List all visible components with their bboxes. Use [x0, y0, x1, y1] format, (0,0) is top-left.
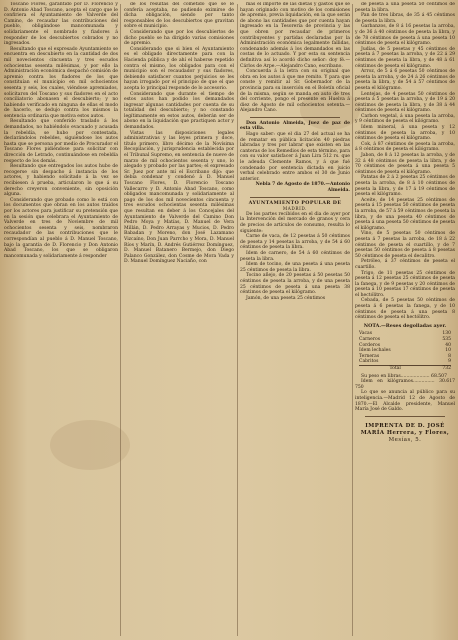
- paragraph: Jabon, de 8 á 12 pesetas la arroba, y de 32 á 48 céntimos de peseta la libra, y de 70 céntimos de peseta á una peseta 5 céntimos de peseta el kilógramo.: [355, 153, 455, 175]
- table-row: Terneras 8: [359, 353, 451, 359]
- paragraph: Carne de vaca, de 12 pesetas á 50 céntimos de peseta y 14 pesetas la arroba, y de 54 á 60 céntimos de peseta la libra.: [240, 234, 350, 251]
- paragraph: Cok, á 87 céntimos de peseta la arroba, á 8 céntimos de peseta el kilógramo.: [355, 141, 455, 153]
- paragraph: Cebada, de 5 pesetas 50 céntimos de peseta á 6 pesetas la fanega, y de 10 céntimos de peseta á una peseta 8 céntimos de peseta el hectólitro.: [355, 298, 455, 321]
- column-2: [124, 2, 234, 638]
- paragraph: Vino, de 5 pesetas 50 céntimos de peseta á 7 pesetas la arroba, de 18 á 22 céntimos de peseta el cuartillo, y de 7 pesetas 50 céntimos de peseta á 8 pesetas 50 céntimos de peseta el decalitro.: [355, 231, 455, 259]
- paragraph: Jamón, de una peseta 25 céntimos: [246, 295, 326, 301]
- section-divider: [250, 117, 340, 118]
- column-4: [355, 2, 455, 638]
- paragraph: Vistas las disposiciones legales administrativas y las leyes primera y doce, título primero, libro décimo de la Novísima Recopilación, y jurisprudencia establecida por el Tribunal Supremo, en sentencia de nueve de marzo de mil ochocientos sesenta y uno, lo alegado y probado por las partes; el expresado Sr. Juez por ante mí el Escribano dijo: que debía condenar y condenó á D. Manuel Toscano Flores, D. Florencio Toscano Vallecarro y D. Antonio Abad Toscano, como obligados mancomunada y solidariamente al pago de los dos mil novecientos cincuenta y tres escudos ochocientas sesenta milésimas que resultan en deber á los Concejales del Ayuntamiento de Valverde del Camino Don Pedro Moya y Matías, D. Manuel de Vera Millán, D. Pedro Arrayas y Mucios, D. Pedro Babadan y Moreno, don José Lazamano Vizcaíno, Don Juan Parrcho y Mora, D. Manuel Ríos y Marín, D. Andrés Gutiérrez Domínguez, D. Manuel Batanero Bermejo, don Diego Palanco González, don Cosme de Mora Vada y D. Manuel Domínguez Naciaño, con: [124, 130, 234, 265]
- paragraph: Considerando que por los descubiertos de dicho pueblo se ha dirigido varias comisiones de apremio.: [124, 29, 234, 47]
- paragraph: Arroz, de 5 á 6 pesetas 50 céntimos de peseta la arroba, y de 24 á 26 céntimos de peseta la libra, y de 54 á 57 céntimos de peseta el kilógramo.: [355, 69, 455, 91]
- weight-line: Su peso en libras.................... 68.507: [361, 373, 447, 379]
- paragraph: Idem mineral, á una peseta y 12 céntimos de peseta la arroba, y 10 céntimos de peseta el kilógramo.: [355, 125, 455, 142]
- printer-imprint: [355, 423, 455, 444]
- section-subheading: MADRID.: [282, 206, 308, 212]
- paragraph: más el importe de las dietas y gastos que se hayan originado con motivo de los comisiones de apremio, previa liquidación, en la que serán de abono las cantidades que por cuenta hayan ingresado en la Tesorería de provincia y las que obren por recaudar de primeros contribuyentes y partidas declaradas por la Administración económica legalmente fallidas, condenando además á los demandados en las costas de lo actuado. Y por esta su sentencia definitiva así lo acordó dicho señor: doy fé.—Cárlos de Arpe.—Alejandro Cano, escribano.: [240, 2, 350, 69]
- weight-line: Idem en kilógramos............... 30.617 750: [355, 379, 455, 390]
- paragraph: Lo que se anuncia al público para su inteligencia.—Madrid 12 de Agosto de 1870.—El Alcalde presidente, Manuel María José de Galdo.: [355, 390, 455, 413]
- paragraph: Trigo, de 11 pesetas 25 céntimos de peseta á 12 pesetas 25 céntimos de peseta la fanega, y de 9 pesetas y 20 céntimos de peseta á 10 pesetas 17 céntimos de peseta el hectólitro.: [355, 270, 455, 298]
- table-row: Cabritos 9: [359, 359, 451, 365]
- paragraph: Resultando que el expresado Ayuntamiento se encuentra en descubierto en la cantidad de dos mil novecientos cincuenta y tres escudos ochocientas sesenta milésimas, y por ello la Administración económica despachó comisión de apremio contra los fiadores de los que constituían el municipio en mil ochocientos sesenta y seis, los cuales, viéndose apremiados, solicitaron del Toscano y sus fiadores en el acto conciliatorio abonasen el descubierto; y no habiendo verificado en ninguna de ellas el modo de hacerlo, se dedujo contra los mismos la sentencia ordinaria que motiva estos autos.: [4, 46, 118, 119]
- table-row: Idem lechales 10: [359, 348, 451, 354]
- paragraph: Lentejas, de 4 pesetas 50 céntimos de peseta á 5 pesetas la arroba, y de 19 á 20 céntimos de peseta la libra, y de 38 á 44 céntimos de peseta el kilógramo.: [355, 91, 455, 114]
- column-rule: [120, 4, 121, 636]
- section-heading: AYUNTAMIENTO POPULAR DE: [248, 199, 342, 206]
- paragraph: Patatas de 2 á 2 pesetas 25 céntimos de peseta la arroba, de 8 á 10 céntimos de peseta la libra, y de 17 á 19 céntimos de peseta el kilógramo.: [355, 175, 455, 198]
- paragraph: Tocino añejo, de 20 pesetas á 50 pesetas 50 céntimos de peseta la arroba, y de una peseta 25 céntimos de peseta á una peseta 38 céntimos de peseta el kilógramo.: [240, 273, 350, 296]
- section-divider: [250, 197, 340, 198]
- table-row: Vacas 130: [359, 331, 451, 337]
- imprint-line: IMPRENTA DE D. JOSÉ MARÍA Herrera, y Flores,: [360, 422, 450, 436]
- signature: Nebla 7 de Agosto de 1870.—Antonio Almeida.: [255, 182, 350, 193]
- paragraph: Petróleo, á 37 céntimos de peseta el cuartillo.: [355, 259, 455, 270]
- section-divider: [365, 416, 445, 417]
- paragraph: de peseta á una peseta 50 céntimos de peseta la libra.: [355, 2, 455, 13]
- column-3: [240, 2, 350, 638]
- column-1: [4, 2, 118, 638]
- paragraph: Aceite, de 14 pesetas 25 céntimos de peseta á 15 pesetas 50 céntimos de peseta la arroba, de 57 á 59 céntimos de peseta la libra, y de una peseta 40 céntimos de peseta á una peseta 50 céntimos de peseta el kilógramo.: [355, 197, 455, 231]
- imprint-line: Mesías, 5.: [388, 436, 422, 443]
- paragraph: Idem de tocino, de una peseta á una peseta 25 céntimos de peseta la libra.: [240, 262, 350, 273]
- notice-intro: Don Antonio Almeida, Juez de paz de esta villa.: [240, 120, 350, 132]
- table-total-row: Total 732: [359, 366, 451, 372]
- paragraph: De los partes recibidos en el dia de ayer por la Intervención del mercado de granos y cera de precios de artículos de consumo, resulta lo siguiente:: [240, 211, 350, 234]
- paragraph: Resultando que conferido traslado á los demandados, no habiéndolo evacuado y acusada la rebeldía, se hubo por contestada, declarándolos rebeldes, siguiéndose los autos hasta que se persona por medio de Procurador el Toscano Flores pidiéndose para solicitar con dirección de Letrado, continuándose en rebeldía respecto de los demás.: [4, 119, 118, 164]
- paragraph: Considerando que probado como lo está con los documentos que obran en los autos traídos por los actores para justificar su pretensión que en la sesión que celebrara el Ayuntamiento de Valverde en tres de Noviembre de mil ochocientos sesenta y seis, nombraron recaudador de las contribuciones que le correspondían al pueblo á D. Manuel Toscano, bajo la garantía de D. Florencio y Don Antonio Abad Toscano, los que se obligaron mancomunada y solidariamente á responder: [4, 197, 118, 259]
- paragraph: de los resultas del cometido que se le confería aceptaba, no pudiendo eximirse de dicha obligación, siendo por tanto responsables de los descubiertos que gravitan sobre el municipio.: [124, 2, 234, 30]
- paragraph: Resultando que entregados los autos hubo de recogerse sin despacho á instancia de los actores, y habiendo solicitado á la vez se recibiesen á prueba, articularon lo que á su derecho creyeron conveniente, sin oposición alguna.: [4, 164, 118, 198]
- table-row: Carneros 535: [359, 337, 451, 343]
- paragraph: Considerando que si bien el Ayuntamiento es el obligado directamente para con la Hacienda pública y de ahí el haberse repetido contra el mismo, los obligados para con el municipio son el recaudador y sus fiadores, debiendo satisfacer cuantos perjuicios se les hayan irrogado por el principio de que el que acepta lo principal responde de lo accesorio.: [124, 46, 234, 91]
- paragraph: Pan de tres libras, de 35 á 45 céntimos de peseta la libra.: [355, 13, 455, 24]
- column-rule: [352, 4, 353, 636]
- paragraph: Considerando que durante el tiempo de estos autos han podido los demandados ingresar algunas cantidades por cuenta de su totalidad del descubierto; y no constando legítimamente en estos autos, deberán ser de abono en la liquidación que practiquen actor y demandados.: [124, 91, 234, 131]
- paragraph: Judías, de 5 pesetas y 45 céntimos de peseta á 7 pesetas la arroba, y de 22 á 29 céntimos de peseta la libra, y de 48 á 61 céntimos de peseta el kilógramo.: [355, 46, 455, 69]
- table-row: Corderos 40: [359, 342, 451, 348]
- paragraph: Concuerda á la letra con su original que obra en los autos á que me remito. Y para que conste y remitir al Sr. Gobernador de la provincia para su inserción en el Boletín oficial de la misma, según se manda en auto de tres del corriente, pongo el presente en Huelva á diez de Agosto de mil ochocientos setenta.—Alejandro Cano.: [240, 69, 350, 114]
- paragraph: Idem de carnero, de 54 á 60 céntimos de peseta la libra.: [240, 250, 350, 262]
- paragraph: Garbanzos, de 8 á 16 pesetas la arroba, y de 36 á 40 céntimos de peseta la libra, y de 78 céntimos de peseta á una peseta 10 céntimos de peseta el kilógramo.: [355, 24, 455, 47]
- note-title: NOTA.—Reses degolladas ayer.: [363, 322, 447, 329]
- paragraph: Toscano Flores, garantido por D. Florencio y D. Antonio Abad Toscano, acepta el cargo que le confiriera el Ayuntamiento de Valverde del Camino, de recaudar las contribuciones del pueblo, obligándose mancomunada y solidariamente el nombrado y fiadores á responder de los descubiertos cobrados y no ingresados.: [4, 2, 118, 47]
- column-rule: [237, 4, 238, 636]
- paragraph: Hago saber: que el dia 27 del actual se ha de rematar en pública licitación 40 piedras labradas y tres por labrar que existen en las canteras de los Remedios de esta término, para con su valor satisfacer á Juan Lira 512 rs. que le adeuda Clemente Ramos, y á que fué condenado por sentencia dictada en juicio verbal celebrado entre ambos el 30 de Junio anterior.: [240, 132, 350, 182]
- paragraph: Carbon vegetal, á una peseta la arroba, y 9 céntimos de peseta el kilógramo.: [355, 113, 455, 125]
- livestock-table: [359, 331, 451, 371]
